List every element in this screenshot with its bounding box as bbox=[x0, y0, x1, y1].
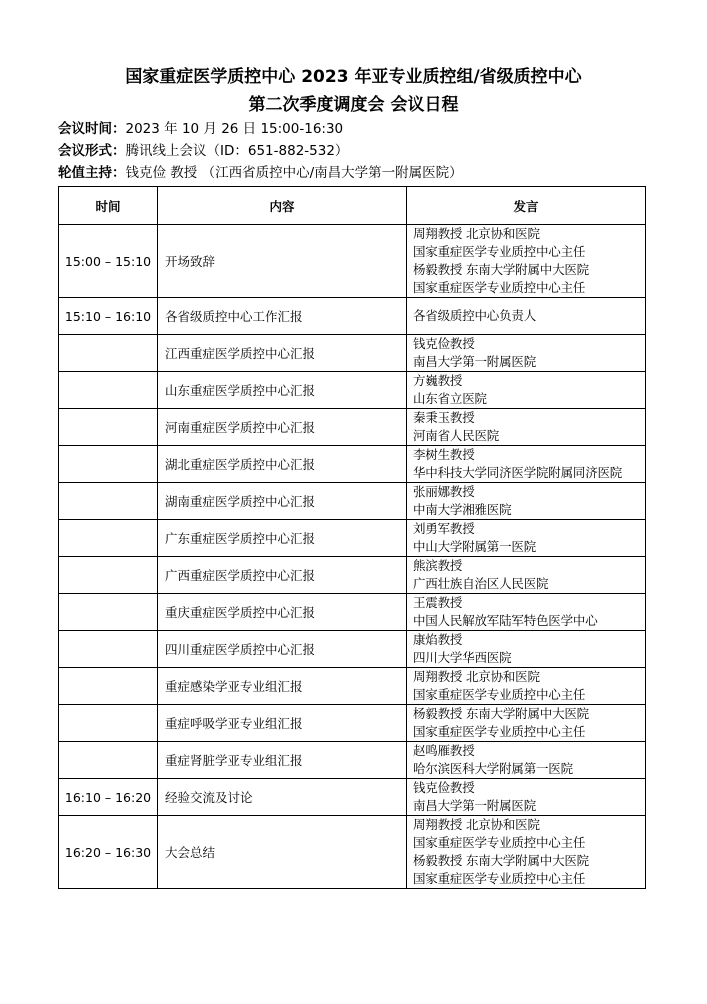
meeting-format-label: 会议形式： bbox=[58, 143, 126, 159]
speaker-line: 国家重症医学专业质控中心主任 bbox=[413, 687, 586, 702]
agenda-time-cell: 15:10 – 16:10 bbox=[59, 298, 158, 335]
agenda-time-cell bbox=[59, 483, 158, 520]
agenda-time-cell bbox=[59, 668, 158, 705]
speaker-line: 四川大学华西医院 bbox=[413, 650, 512, 665]
agenda-row bbox=[59, 483, 646, 520]
speaker-line: 南昌大学第一附属医院 bbox=[413, 798, 537, 813]
speaker-line: 秦秉玉教授 bbox=[413, 410, 475, 425]
speaker-line: 哈尔滨医科大学附属第一医院 bbox=[413, 761, 573, 776]
speaker-line: 中国人民解放军陆军特色医学中心 bbox=[413, 613, 598, 628]
agenda-content-cell: 开场致辞 bbox=[158, 225, 407, 298]
agenda-content-cell: 湖北重症医学质控中心汇报 bbox=[158, 446, 407, 483]
agenda-time-cell: 16:10 – 16:20 bbox=[59, 779, 158, 816]
speaker-line: 赵鸣雁教授 bbox=[413, 743, 475, 758]
speaker-line: 周翔教授 北京协和医院 bbox=[413, 669, 540, 684]
speaker-line: 国家重症医学专业质控中心主任 bbox=[413, 244, 586, 259]
agenda-content-cell: 湖南重症医学质控中心汇报 bbox=[158, 483, 407, 520]
agenda-row bbox=[59, 705, 646, 742]
agenda-row bbox=[59, 335, 646, 372]
agenda-time-cell bbox=[59, 446, 158, 483]
agenda-time-cell bbox=[59, 520, 158, 557]
agenda-time-cell bbox=[59, 631, 158, 668]
speaker-line: 方巍教授 bbox=[413, 373, 463, 388]
agenda-content-cell: 经验交流及讨论 bbox=[158, 779, 407, 816]
agenda-time-cell bbox=[59, 557, 158, 594]
agenda-content-cell: 大会总结 bbox=[158, 816, 407, 889]
agenda-speaker-cell bbox=[407, 705, 646, 742]
agenda-speaker-cell bbox=[407, 298, 646, 335]
agenda-speaker-cell bbox=[407, 225, 646, 298]
agenda-row bbox=[59, 742, 646, 779]
speaker-line: 河南省人民医院 bbox=[413, 428, 500, 443]
agenda-speaker-cell bbox=[407, 520, 646, 557]
agenda-time-cell: 16:20 – 16:30 bbox=[59, 816, 158, 889]
speaker-line: 杨毅教授 东南大学附属中大医院 bbox=[413, 262, 589, 277]
speaker-line: 各省级质控中心负责人 bbox=[413, 308, 537, 323]
meeting-format-value: 腾讯线上会议（ID：651-882-532） bbox=[125, 143, 349, 159]
speaker-line: 南昌大学第一附属医院 bbox=[413, 354, 537, 369]
agenda-header-row bbox=[59, 187, 646, 225]
agenda-speaker-cell bbox=[407, 409, 646, 446]
agenda-row bbox=[59, 594, 646, 631]
agenda-content-cell: 河南重症医学质控中心汇报 bbox=[158, 409, 407, 446]
column-header-speaker: 发言 bbox=[407, 187, 646, 225]
agenda-content-cell: 山东重症医学质控中心汇报 bbox=[158, 372, 407, 409]
speaker-line: 杨毅教授 东南大学附属中大医院 bbox=[413, 853, 589, 868]
speaker-line: 熊滨教授 bbox=[413, 558, 463, 573]
agenda-row bbox=[59, 557, 646, 594]
agenda-row bbox=[59, 816, 646, 889]
speaker-line: 李树生教授 bbox=[413, 447, 475, 462]
speaker-line: 王震教授 bbox=[413, 595, 463, 610]
agenda-row bbox=[59, 372, 646, 409]
meeting-time bbox=[58, 120, 343, 138]
agenda-speaker-cell bbox=[407, 742, 646, 779]
column-header-content: 内容 bbox=[158, 187, 407, 225]
agenda-speaker-cell bbox=[407, 594, 646, 631]
speaker-line: 杨毅教授 东南大学附属中大医院 bbox=[413, 706, 589, 721]
agenda-content-cell: 各省级质控中心工作汇报 bbox=[158, 298, 407, 335]
document-title-line-1: 国家重症医学质控中心 2023 年亚专业质控组/省级质控中心 bbox=[125, 67, 582, 87]
agenda-content-cell: 广东重症医学质控中心汇报 bbox=[158, 520, 407, 557]
meeting-time-label: 会议时间： bbox=[58, 121, 126, 137]
speaker-line: 康焰教授 bbox=[413, 632, 463, 647]
speaker-line: 华中科技大学同济医学院附属同济医院 bbox=[413, 465, 623, 480]
agenda-row bbox=[59, 409, 646, 446]
agenda-time-cell bbox=[59, 409, 158, 446]
agenda-time-cell bbox=[59, 705, 158, 742]
meeting-host-label: 轮值主持： bbox=[58, 165, 126, 181]
speaker-line: 中山大学附属第一医院 bbox=[413, 539, 537, 554]
agenda-row bbox=[59, 779, 646, 816]
speaker-line: 广西壮族自治区人民医院 bbox=[413, 576, 549, 591]
speaker-line: 周翔教授 北京协和医院 bbox=[413, 817, 540, 832]
agenda-speaker-cell bbox=[407, 372, 646, 409]
agenda-content-cell: 重症肾脏学亚专业组汇报 bbox=[158, 742, 407, 779]
speaker-line: 国家重症医学专业质控中心主任 bbox=[413, 724, 586, 739]
column-header-time: 时间 bbox=[59, 187, 158, 225]
agenda-speaker-cell bbox=[407, 631, 646, 668]
agenda-table bbox=[58, 186, 646, 889]
meeting-time-value: 2023 年 10 月 26 日 15:00-16:30 bbox=[125, 121, 344, 137]
speaker-line: 国家重症医学专业质控中心主任 bbox=[413, 835, 586, 850]
meeting-host bbox=[58, 164, 463, 182]
agenda-body bbox=[59, 225, 646, 889]
agenda-speaker-cell bbox=[407, 446, 646, 483]
agenda-row bbox=[59, 631, 646, 668]
agenda-row bbox=[59, 446, 646, 483]
meeting-format bbox=[58, 142, 348, 160]
agenda-speaker-cell bbox=[407, 483, 646, 520]
agenda-row bbox=[59, 668, 646, 705]
agenda-content-cell: 重症感染学亚专业组汇报 bbox=[158, 668, 407, 705]
speaker-line: 国家重症医学专业质控中心主任 bbox=[413, 280, 586, 295]
speaker-line: 刘勇军教授 bbox=[413, 521, 475, 536]
speaker-line: 钱克俭教授 bbox=[413, 336, 475, 351]
agenda-speaker-cell bbox=[407, 668, 646, 705]
agenda-row bbox=[59, 520, 646, 557]
document-title-line-2: 第二次季度调度会 会议日程 bbox=[248, 95, 459, 115]
agenda-speaker-cell bbox=[407, 557, 646, 594]
agenda-content-cell: 江西重症医学质控中心汇报 bbox=[158, 335, 407, 372]
agenda-content-cell: 重庆重症医学质控中心汇报 bbox=[158, 594, 407, 631]
agenda-content-cell: 四川重症医学质控中心汇报 bbox=[158, 631, 407, 668]
speaker-line: 周翔教授 北京协和医院 bbox=[413, 226, 540, 241]
meeting-host-value: 钱克俭 教授 （江西省质控中心/南昌大学第一附属医院） bbox=[125, 165, 463, 181]
agenda-speaker-cell bbox=[407, 816, 646, 889]
agenda-row bbox=[59, 225, 646, 298]
agenda-content-cell: 重症呼吸学亚专业组汇报 bbox=[158, 705, 407, 742]
agenda-time-cell: 15:00 – 15:10 bbox=[59, 225, 158, 298]
speaker-line: 张丽娜教授 bbox=[413, 484, 475, 499]
agenda-time-cell bbox=[59, 742, 158, 779]
agenda-speaker-cell bbox=[407, 779, 646, 816]
speaker-line: 中南大学湘雅医院 bbox=[413, 502, 512, 517]
speaker-line: 山东省立医院 bbox=[413, 391, 487, 406]
agenda-time-cell bbox=[59, 372, 158, 409]
agenda-row bbox=[59, 298, 646, 335]
speaker-line: 国家重症医学专业质控中心主任 bbox=[413, 871, 586, 886]
agenda-time-cell bbox=[59, 335, 158, 372]
agenda-speaker-cell bbox=[407, 335, 646, 372]
speaker-line: 钱克俭教授 bbox=[413, 780, 475, 795]
agenda-time-cell bbox=[59, 594, 158, 631]
agenda-content-cell: 广西重症医学质控中心汇报 bbox=[158, 557, 407, 594]
